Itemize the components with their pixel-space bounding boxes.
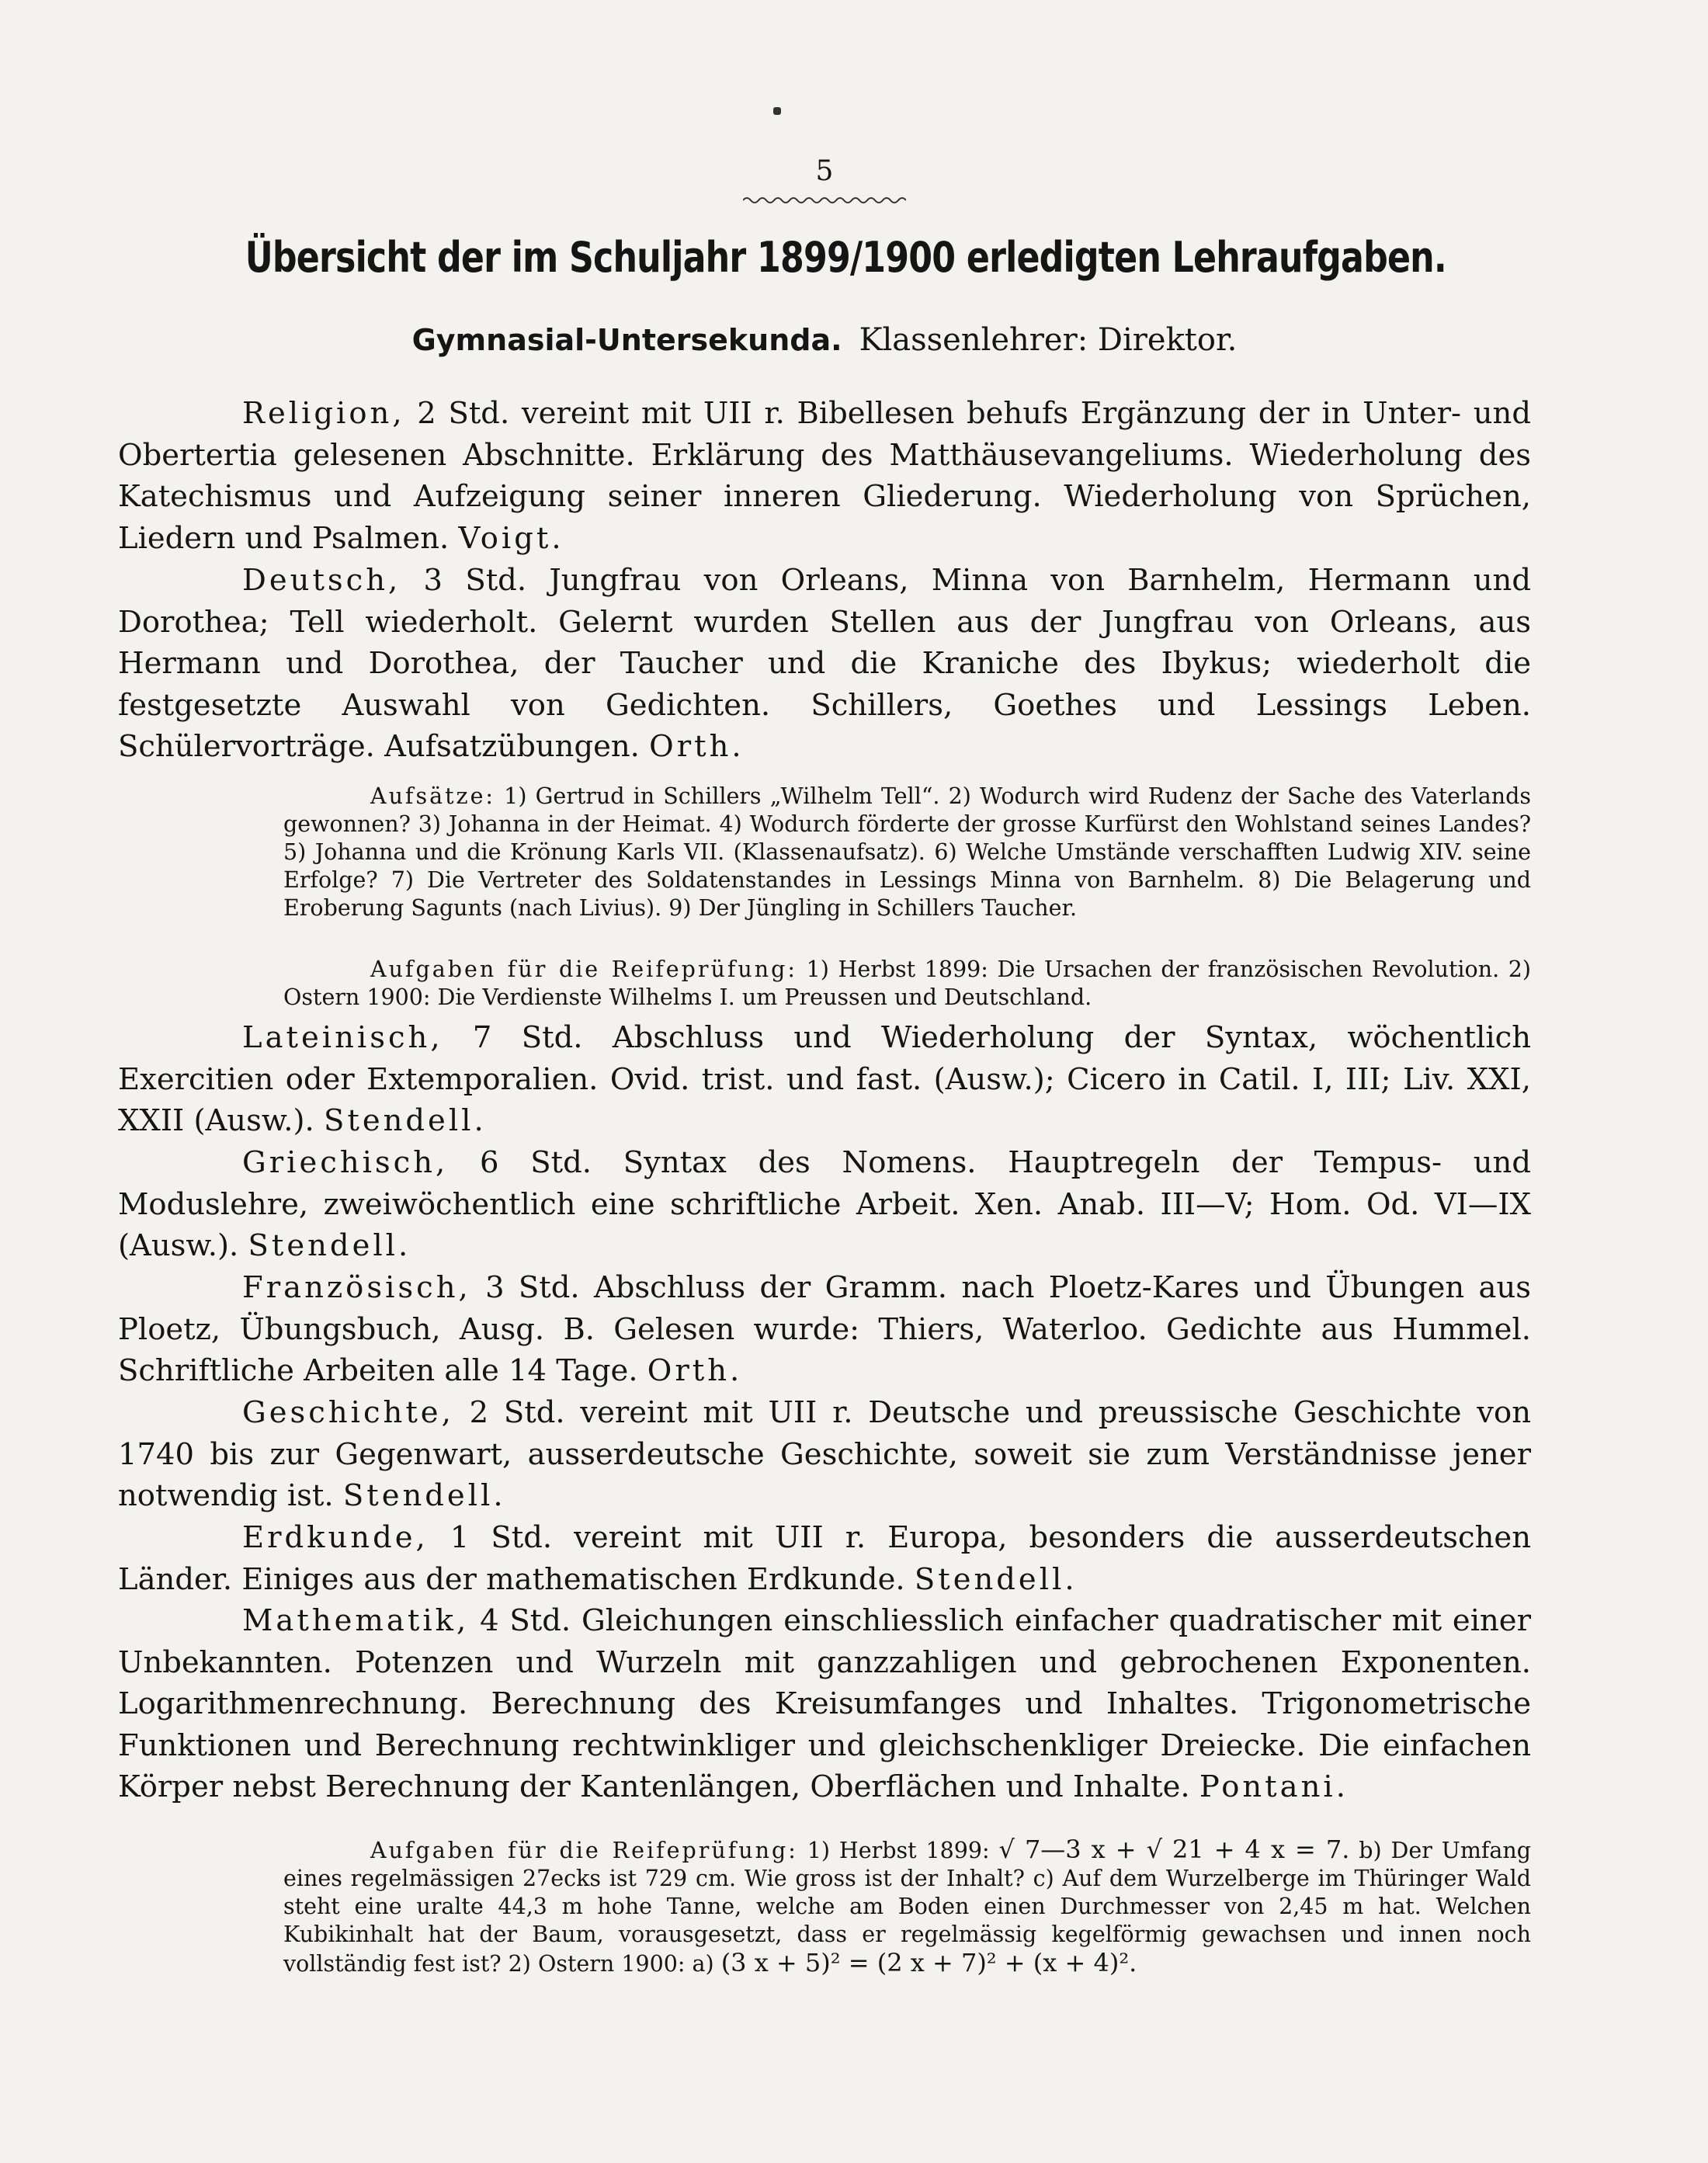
section-franzoesisch (118, 1267, 1531, 1392)
teacher-franzoesisch: Orth. (647, 1353, 743, 1388)
aufsaetze-text: 1) Gertrud in Schillers „Wilhelm Tell“. 2) Wodurch wird Rudenz der Sache des Vaterlands gewonnen? 3) Johanna in der Heimat. 4) Wodurch förderte der grosse Kurfürst den Wohlstand seines Landes? 5) Johanna und die Krönung Karls VII. (Klassenaufsatz). 6) Welche Umstände verschafften Ludwig XIV. seine Erfolge? 7) Die Vertreter des Soldatenstandes in Lessings Minna von Barnhelm. 8) Die Belagerung und Eroberung Sagunts (nach Livius). 9) Der Jüngling in Schillers Taucher. (283, 783, 1531, 921)
section-religion (118, 393, 1531, 559)
religion-text: 2 Std. vereint mit UII r. Bibellesen behufs Ergänzung der in Unter- und Obertertia gelesenen Abschnitte. Erklärung des Matthäusevangeliums. Wiederholung des Katechismus und Aufzeigung seiner inneren Gliederung. Wiederholung von Sprüchen, Liedern und Psalmen. (118, 396, 1531, 556)
section-mathematik (118, 1600, 1531, 1808)
wavy-rule (743, 194, 906, 207)
section-latein (118, 1017, 1531, 1142)
teacher-mathematik: Pontani. (1199, 1769, 1349, 1804)
reife-mathe-text: b) Der Umfang eines regelmässigen 27ecks ist 729 cm. Wie gross ist der Inhalt? c) Auf dem Wurzelberge im Thüringer Wald steht eine uralte 44,3 m hohe Tanne, welche am Boden einen Durchmesser von 2,45 m hat. Welchen Kubikinhalt hat der Baum, vorausgesetzt, dass er regelmässig kegelförmig gewachsen und innen noch vollständig fest ist? 2) Ostern 1900: a) (283, 1838, 1531, 1977)
teacher-geschichte: Stendell. (342, 1478, 506, 1513)
teacher-griechisch: Stendell. (248, 1228, 411, 1263)
teacher-latein: Stendell. (323, 1103, 487, 1138)
page-number: 5 (815, 155, 834, 187)
subject-latein: Lateinisch, (242, 1020, 443, 1055)
teacher-erdkunde: Stendell. (914, 1561, 1078, 1597)
note-aufsaetze (283, 783, 1531, 922)
section-geschichte (118, 1392, 1531, 1517)
deutsch-text: 3 Std. Jungfrau von Orleans, Minna von Barnhelm, Hermann und Dorothea; Tell wiederholt. Gelernt wurden Stellen aus der Jungfrau von Orleans, aus Hermann und Dorothea, der Taucher und die Kraniche des Ibykus; wiederholt die festgesetzte Auswahl von Gedichten. Schillers, Goethes und Lessings Leben. Schülervorträge. Aufsatzübungen. (118, 563, 1531, 764)
note-reife-deutsch (283, 956, 1531, 1012)
aufsaetze-label: Aufsätze: (370, 783, 496, 809)
subject-mathematik: Mathematik, (242, 1603, 470, 1638)
class-teacher: Klassenlehrer: Direktor. (859, 322, 1238, 358)
subject-griechisch: Griechisch, (242, 1145, 449, 1180)
section-griechisch (118, 1142, 1531, 1267)
reife-mathe-label: Aufgaben für die Reifeprüfung: (370, 1838, 798, 1863)
reife-mathe-part1: 1) Herbst 1899: (797, 1838, 999, 1863)
note-reife-mathe (283, 1835, 1531, 1978)
section-erdkunde (118, 1517, 1531, 1600)
griechisch-text: 6 Std. Syntax des Nomens. Hauptregeln der Tempus- und Moduslehre, zweiwöchentlich eine schriftliche Arbeit. Xen. Anab. III—V; Hom. Od. VI—IX (Ausw.). (118, 1145, 1531, 1263)
geschichte-text: 2 Std. vereint mit UII r. Deutsche und preussische Geschichte von 1740 bis zur Gegenwart, ausserdeutsche Geschichte, soweit sie zum Verständnisse jener notwendig ist. (118, 1395, 1531, 1513)
reife-deutsch-text: 1) Herbst 1899: Die Ursachen der französischen Revolution. 2) Ostern 1900: Die Verdienste Wilhelms I. um Preussen und Deutschland. (283, 957, 1531, 1010)
subject-erdkunde: Erdkunde, (242, 1520, 429, 1555)
erdkunde-text: 1 Std. vereint mit UII r. Europa, besonders die ausserdeutschen Länder. Einiges aus der mathematischen Erdkunde. (118, 1520, 1531, 1597)
latein-text: 7 Std. Abschluss und Wiederholung der Syntax, wöchentlich Exercitien oder Extemporalien. Ovid. trist. und fast. (Ausw.); Cicero in Catil. I, III; Liv. XXI, XXII (Ausw.). (118, 1020, 1531, 1138)
franzoesisch-text: 3 Std. Abschluss der Gramm. nach Ploetz-Kares und Übungen aus Ploetz, Übungsbuch, Ausg. B. Gelesen wurde: Thiers, Waterloo. Gedichte aus Hummel. Schriftliche Arbeiten alle 14 Tage. (118, 1270, 1531, 1388)
subject-deutsch: Deutsch, (242, 563, 401, 598)
print-speck (773, 107, 781, 115)
subject-geschichte: Geschichte, (242, 1395, 454, 1430)
section-deutsch (118, 560, 1531, 768)
equation-radical: √ 7—3 x + √ 21 + 4 x = 7. (998, 1835, 1350, 1864)
class-name: Gymnasial-Untersekunda. (411, 323, 842, 357)
mathematik-text: 4 Std. Gleichungen einschliesslich einfacher quadratischer mit einer Unbekannten. Potenzen und Wurzeln mit ganzzahligen und gebrochenen Exponenten. Logarithmenrechnung. Berechnung des Kreisumfanges und Inhaltes. Trigonometrische Funktionen und Berechnung rechtwinkliger und gleichschenkliger Dreiecke. Die einfachen Körper nebst Berechnung der Kantenlängen, Oberflächen und Inhalte. (118, 1603, 1531, 1804)
teacher-religion: Voigt. (458, 520, 564, 556)
class-heading (118, 322, 1531, 358)
page-title: Übersicht der im Schuljahr 1899/1900 erledigten Lehraufgaben. (245, 233, 1446, 282)
teacher-deutsch: Orth. (649, 729, 745, 764)
subject-franzoesisch: Französisch, (242, 1270, 471, 1305)
reife-deutsch-label: Aufgaben für die Reifeprüfung: (370, 957, 797, 982)
subject-religion: Religion, (242, 396, 405, 431)
equation-squares: (3 x + 5)² = (2 x + 7)² + (x + 4)². (720, 1948, 1137, 1977)
